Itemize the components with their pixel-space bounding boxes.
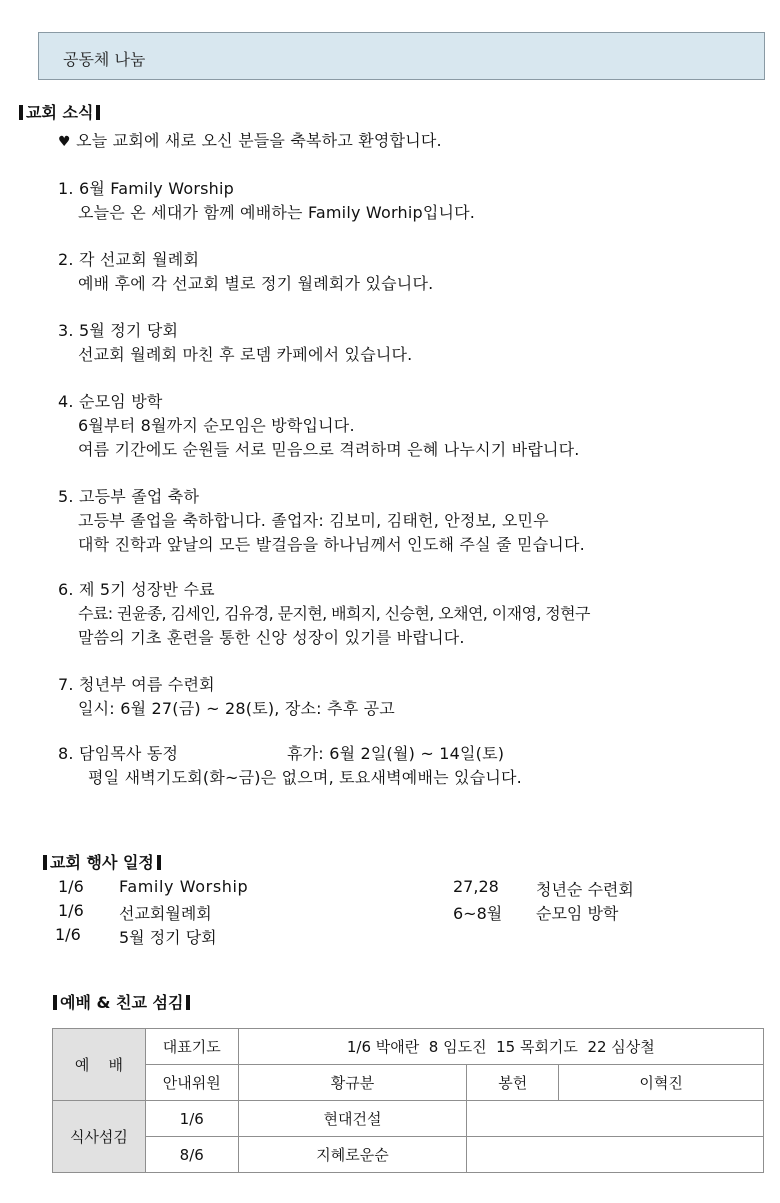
heading-bar-right <box>96 105 100 120</box>
news-item-line: 수료: 권윤종, 김세인, 김유경, 문지현, 배희지, 신승현, 오채연, 이재영, 정현구 <box>78 604 590 623</box>
heading-bar-right <box>157 855 161 870</box>
news-item-title: 1. 6월 Family Worship <box>58 179 234 198</box>
news-item-line: 선교회 월례회 마친 후 로뎀 카페에서 있습니다. <box>78 345 413 364</box>
schedule-date: 1/6 <box>58 901 84 920</box>
offering-label: 봉헌 <box>467 1065 559 1101</box>
heading-bar-right <box>186 995 190 1010</box>
header-box <box>38 32 765 80</box>
news-item-line: 오늘은 온 세대가 함께 예배하는 Family Worhip입니다. <box>78 203 476 222</box>
heading-bar-left <box>53 995 57 1010</box>
news-item-title: 6. 제 5기 성장반 수료 <box>58 580 215 599</box>
schedule-event: 선교회월례회 <box>119 904 212 923</box>
news-item-line: 말씀의 기초 훈련을 통한 신앙 성장이 있기를 바랍니다. <box>78 628 465 647</box>
news-item-line: 여름 기간에도 순원들 서로 믿음으로 격려하며 은혜 나누시기 바랍니다. <box>78 440 580 459</box>
schedule-heading <box>40 850 164 873</box>
news-item-line: 일시: 6월 27(금) ~ 28(토), 장소: 추후 공고 <box>78 699 395 718</box>
meal-label: 식사섬김 <box>53 1101 146 1173</box>
schedule-heading-text: 교회 행사 일정 <box>50 853 154 872</box>
news-item-title-extra: 휴가: 6월 2일(월) ~ 14일(토) <box>287 744 505 763</box>
table-row <box>53 1065 764 1101</box>
usher-label: 안내위원 <box>145 1065 238 1101</box>
meal-name: 지혜로운순 <box>238 1137 467 1173</box>
news-heading <box>16 100 103 123</box>
table-row <box>53 1137 764 1173</box>
schedule-date: 27,28 <box>453 877 499 896</box>
service-table <box>52 1028 764 1173</box>
usher-value: 황규분 <box>238 1065 467 1101</box>
service-heading-text: 예배 & 친교 섬김 <box>60 993 184 1012</box>
meal-date: 1/6 <box>145 1101 238 1137</box>
heading-bar-left <box>43 855 47 870</box>
empty-cell <box>467 1137 764 1173</box>
prayer-label: 대표기도 <box>145 1029 238 1065</box>
news-item-title: 3. 5월 정기 당회 <box>58 321 179 340</box>
schedule-date: 1/6 <box>55 925 81 944</box>
news-item-line: 평일 새벽기도회(화~금)은 없으며, 토요새벽예배는 있습니다. <box>88 768 522 787</box>
table-row <box>53 1029 764 1065</box>
empty-cell <box>467 1101 764 1137</box>
news-item-line: 6월부터 8월까지 순모임은 방학입니다. <box>78 416 355 435</box>
news-item-title: 7. 청년부 여름 수련회 <box>58 675 215 694</box>
page-title: 공동체 나눔 <box>63 50 146 69</box>
heading-bar-left <box>19 105 23 120</box>
schedule-event: Family Worship <box>119 877 249 896</box>
table-row <box>53 1101 764 1137</box>
meal-name: 현대건설 <box>238 1101 467 1137</box>
news-heading-text: 교회 소식 <box>26 103 94 122</box>
news-item-line: 고등부 졸업을 축하합니다. 졸업자: 김보미, 김태헌, 안정보, 오민우 <box>78 511 549 530</box>
offering-value: 이혁진 <box>559 1065 764 1101</box>
schedule-event: 순모임 방학 <box>536 904 619 923</box>
welcome-line <box>58 128 442 151</box>
news-item-line: 예배 후에 각 선교회 별로 정기 월례회가 있습니다. <box>78 274 434 293</box>
schedule-date: 1/6 <box>58 877 84 896</box>
news-item-title: 2. 각 선교회 월례회 <box>58 250 200 269</box>
schedule-event: 청년순 수련회 <box>536 880 634 899</box>
heart-icon: ♥ <box>58 134 71 150</box>
news-item-title: 5. 고등부 졸업 축하 <box>58 487 200 506</box>
meal-date: 8/6 <box>145 1137 238 1173</box>
schedule-date: 6~8월 <box>453 904 503 923</box>
service-heading <box>50 990 193 1013</box>
news-item-title: 4. 순모임 방학 <box>58 392 163 411</box>
worship-label: 예 배 <box>53 1029 146 1101</box>
welcome-text: 오늘 교회에 새로 오신 분들을 축복하고 환영합니다. <box>76 131 442 150</box>
news-item-line: 대학 진학과 앞날의 모든 발걸음을 하나님께서 인도해 주실 줄 믿습니다. <box>78 535 585 554</box>
news-item-title: 8. 담임목사 동정 <box>58 744 179 763</box>
schedule-event: 5월 정기 당회 <box>119 928 217 947</box>
prayer-value: 1/6 박애란 8 임도진 15 목회기도 22 심상철 <box>238 1029 763 1065</box>
